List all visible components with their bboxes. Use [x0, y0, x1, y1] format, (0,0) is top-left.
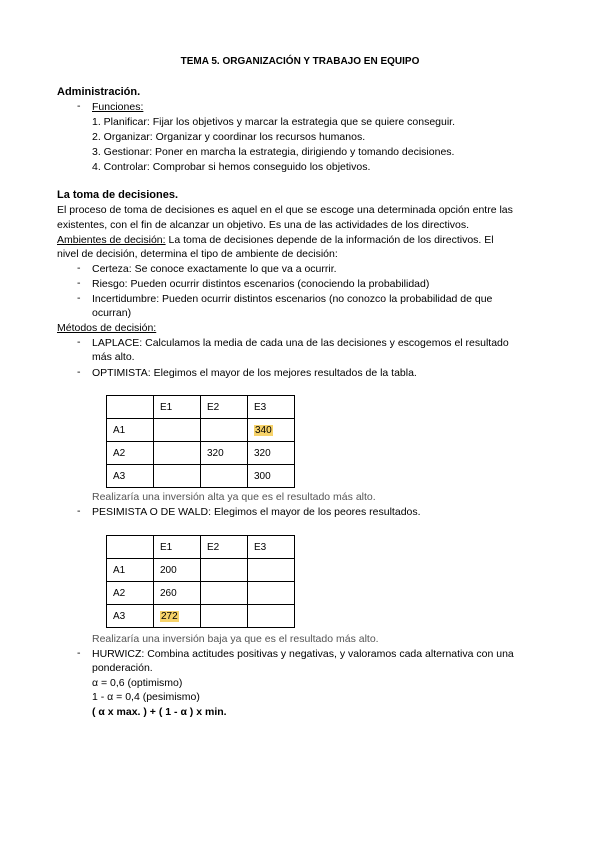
table-cell	[248, 605, 295, 628]
table-cell: E3	[248, 536, 295, 559]
table-row	[107, 465, 295, 488]
list-item-continuation: más alto.	[92, 351, 135, 363]
table-cell: A1	[107, 559, 154, 582]
table-cell	[201, 605, 248, 628]
table-cell	[201, 419, 248, 442]
list-item: 2. Organizar: Organizar y coordinar los recursos humanos.	[92, 131, 366, 143]
table-cell	[154, 419, 201, 442]
optimista-table	[106, 395, 295, 488]
paragraph-line: existentes, con el fin de alcanzar un objetivo. Es una de las actividades de los directivos.	[57, 219, 470, 231]
funciones-label: Funciones:	[92, 101, 144, 113]
table-cell	[248, 582, 295, 605]
pesimista-table	[106, 535, 295, 628]
ambientes-text: La toma de decisiones depende de la información de los directivos. El	[165, 234, 494, 246]
list-item: Incertidumbre: Pueden ocurrir distintos escenarios (no conozco la probabilidad de que	[92, 293, 493, 305]
paragraph-line: El proceso de toma de decisiones es aquel en el que se escoge una determinada opción entre las	[57, 204, 513, 216]
table-cell: A2	[107, 582, 154, 605]
table-row	[107, 396, 295, 419]
table-cell	[107, 396, 154, 419]
table-cell: A3	[107, 465, 154, 488]
table-cell	[201, 582, 248, 605]
table-row	[107, 582, 295, 605]
table-row	[107, 559, 295, 582]
hurwicz-formula: ( α x max. ) + ( 1 - α ) x min.	[92, 706, 227, 718]
bullet-dash: -	[77, 336, 81, 348]
table-cell-highlighted	[248, 419, 295, 442]
table-cell: A2	[107, 442, 154, 465]
table-row	[107, 419, 295, 442]
table-cell: 260	[154, 582, 201, 605]
section-heading-decisiones: La toma de decisiones.	[57, 189, 179, 201]
table-cell: 320	[201, 442, 248, 465]
alpha-line: α = 0,6 (optimismo)	[92, 677, 183, 689]
table-cell: E2	[201, 536, 248, 559]
table-row	[107, 442, 295, 465]
table-cell: E1	[154, 536, 201, 559]
bullet-dash: -	[77, 647, 81, 659]
paragraph-line: nivel de decisión, determina el tipo de ambiente de decisión:	[57, 248, 338, 260]
bullet-dash: -	[77, 292, 81, 304]
table-cell: A1	[107, 419, 154, 442]
table-row	[107, 605, 295, 628]
table-row	[107, 536, 295, 559]
list-item-continuation: ponderación.	[92, 662, 153, 674]
table-cell: A3	[107, 605, 154, 628]
highlighted-value: 340	[255, 424, 272, 436]
list-item: Certeza: Se conoce exactamente lo que va a ocurrir.	[92, 263, 337, 275]
table-cell	[201, 559, 248, 582]
table-note: Realizaría una inversión baja ya que es el resultado más alto.	[92, 633, 379, 645]
list-item: LAPLACE: Calculamos la media de cada una de las decisiones y escogemos el resultado	[92, 337, 509, 349]
section-heading-administracion: Administración.	[57, 86, 141, 98]
page-title: TEMA 5. ORGANIZACIÓN Y TRABAJO EN EQUIPO	[180, 56, 420, 67]
table-cell: 200	[154, 559, 201, 582]
table-cell	[154, 442, 201, 465]
table-cell-highlighted	[154, 605, 201, 628]
table-cell: E2	[201, 396, 248, 419]
table-cell: E3	[248, 396, 295, 419]
list-item: Riesgo: Pueden ocurrir distintos escenarios (conociendo la probabilidad)	[92, 278, 430, 290]
table-cell	[248, 559, 295, 582]
alpha-line: 1 - α = 0,4 (pesimismo)	[92, 691, 200, 703]
list-item: OPTIMISTA: Elegimos el mayor de los mejores resultados de la tabla.	[92, 367, 417, 379]
bullet-dash: -	[77, 262, 81, 274]
table-cell	[107, 536, 154, 559]
table-cell: 320	[248, 442, 295, 465]
ambientes-line	[57, 233, 494, 247]
table-cell	[154, 465, 201, 488]
list-item-continuation: ocurran)	[92, 307, 132, 319]
list-item: 3. Gestionar: Poner en marcha la estrategia, dirigiendo y tomando decisiones.	[92, 146, 455, 158]
metodos-label: Métodos de decisión:	[57, 322, 157, 334]
bullet-dash: -	[77, 100, 81, 112]
bullet-dash: -	[77, 505, 81, 517]
list-item: PESIMISTA O DE WALD: Elegimos el mayor de los peores resultados.	[92, 506, 421, 518]
list-item: HURWICZ: Combina actitudes positivas y negativas, y valoramos cada alternativa con una	[92, 648, 514, 660]
ambientes-label: Ambientes de decisión:	[57, 234, 166, 246]
highlighted-value: 272	[161, 610, 178, 622]
table-note: Realizaría una inversión alta ya que es el resultado más alto.	[92, 491, 376, 503]
table-cell	[201, 465, 248, 488]
table-cell: E1	[154, 396, 201, 419]
list-item: 4. Controlar: Comprobar si hemos conseguido los objetivos.	[92, 161, 371, 173]
table-cell: 300	[248, 465, 295, 488]
bullet-dash: -	[77, 277, 81, 289]
list-item: 1. Planificar: Fijar los objetivos y marcar la estrategia que se quiere conseguir.	[92, 116, 456, 128]
bullet-dash: -	[77, 366, 81, 378]
